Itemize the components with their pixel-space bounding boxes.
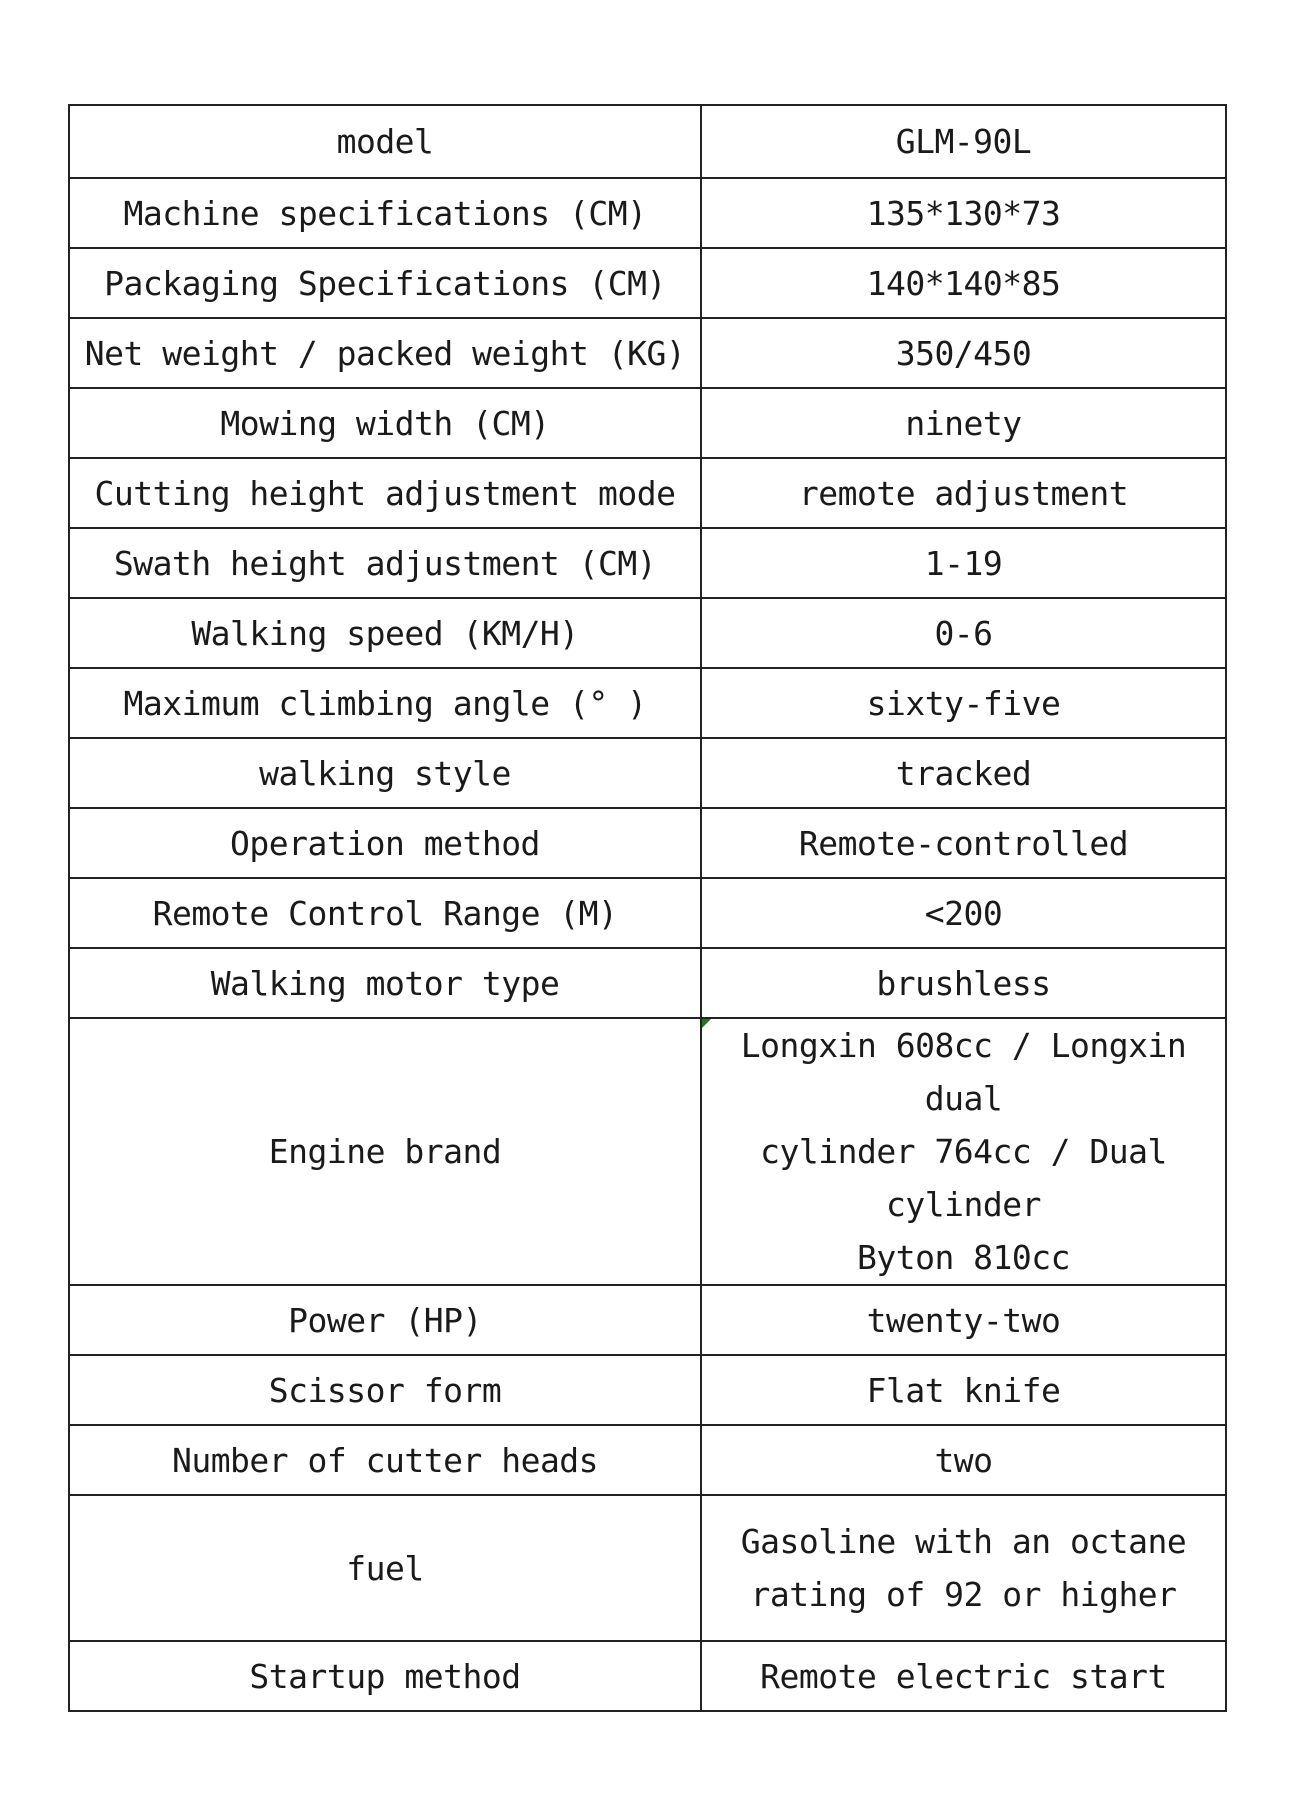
- spec-label: Packaging Specifications (CM): [69, 248, 701, 318]
- spec-label: Mowing width (CM): [69, 388, 701, 458]
- table-row: [69, 878, 1226, 948]
- spec-label: Walking motor type: [69, 948, 701, 1018]
- spec-label: Number of cutter heads: [69, 1425, 701, 1495]
- spec-value: two: [701, 1425, 1226, 1495]
- table-row: [69, 178, 1226, 248]
- spec-label: Scissor form: [69, 1355, 701, 1425]
- spec-label: Engine brand: [69, 1018, 701, 1285]
- spec-label: model: [69, 105, 701, 178]
- spec-value: Flat knife: [701, 1355, 1226, 1425]
- table-row: [69, 1018, 1226, 1285]
- spec-value: twenty-two: [701, 1285, 1226, 1355]
- spec-label: walking style: [69, 738, 701, 808]
- table-row: [69, 318, 1226, 388]
- table-row: [69, 668, 1226, 738]
- table-row: [69, 528, 1226, 598]
- spec-label: Cutting height adjustment mode: [69, 458, 701, 528]
- table-row: [69, 1285, 1226, 1355]
- table-row: [69, 248, 1226, 318]
- spec-value: 140*140*85: [701, 248, 1226, 318]
- spec-value: tracked: [701, 738, 1226, 808]
- table-row: [69, 948, 1226, 1018]
- table-row: [69, 1355, 1226, 1425]
- spec-label: Power (HP): [69, 1285, 701, 1355]
- spec-value: 135*130*73: [701, 178, 1226, 248]
- spec-label: Maximum climbing angle (° ): [69, 668, 701, 738]
- spec-value: sixty-five: [701, 668, 1226, 738]
- spec-value: ninety: [701, 388, 1226, 458]
- spec-label: Remote Control Range (M): [69, 878, 701, 948]
- table-row: [69, 1425, 1226, 1495]
- spec-label: Net weight / packed weight (KG): [69, 318, 701, 388]
- table-row: [69, 598, 1226, 668]
- spec-value: Remote-controlled: [701, 808, 1226, 878]
- spec-label: Machine specifications (CM): [69, 178, 701, 248]
- spec-value: Remote electric start: [701, 1641, 1226, 1711]
- spec-label: Startup method: [69, 1641, 701, 1711]
- spec-label: Swath height adjustment (CM): [69, 528, 701, 598]
- spec-value: 1-19: [701, 528, 1226, 598]
- spec-value: 350/450: [701, 318, 1226, 388]
- spec-value: <200: [701, 878, 1226, 948]
- spec-value: GLM-90L: [701, 105, 1226, 178]
- spec-value: brushless: [701, 948, 1226, 1018]
- table-row: [69, 738, 1226, 808]
- spec-table: [68, 104, 1227, 1712]
- table-row: [69, 1495, 1226, 1641]
- spec-value: remote adjustment: [701, 458, 1226, 528]
- table-row: [69, 105, 1226, 178]
- table-row: [69, 1641, 1226, 1711]
- spec-value: 0-6: [701, 598, 1226, 668]
- spec-value: Longxin 608cc / Longxin dual cylinder 764cc / Dual cylinder Byton 810cc: [701, 1018, 1226, 1285]
- spec-label: Operation method: [69, 808, 701, 878]
- table-row: [69, 388, 1226, 458]
- spec-label: fuel: [69, 1495, 701, 1641]
- spec-value: Gasoline with an octane rating of 92 or higher: [701, 1495, 1226, 1641]
- table-row: [69, 808, 1226, 878]
- table-row: [69, 458, 1226, 528]
- spec-label: Walking speed (KM/H): [69, 598, 701, 668]
